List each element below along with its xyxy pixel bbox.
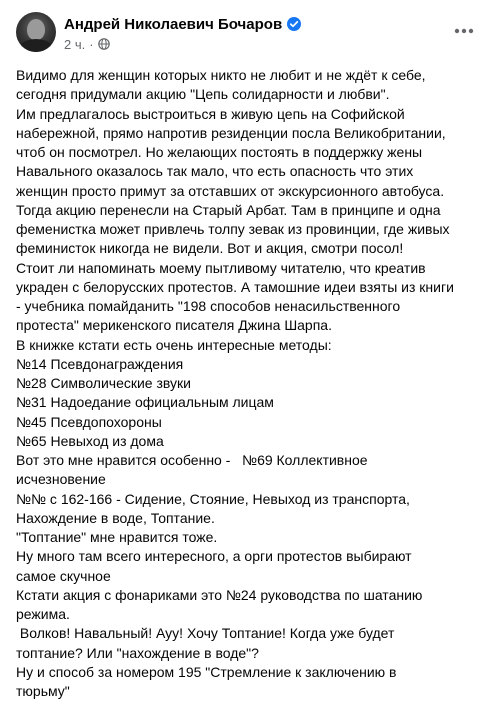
post-text-line: "Топтание" мне нравится тоже. <box>16 529 218 545</box>
post-text-line: Навального оказалось так мало, что есть опасность что этих <box>16 163 414 180</box>
post-text-line: протеста" мерикенского писателя Джина Шарпа. <box>16 317 332 334</box>
post-more-options-button[interactable] <box>449 18 479 42</box>
post-text-line: - учебника помайданить "198 способов ненасильственного <box>16 298 401 314</box>
post-text-line: Стоит ли напоминать моему пытливому читателю, что креатив <box>16 259 426 276</box>
post-text-line: исчезновение <box>16 471 106 488</box>
post-text-line: №14 Псевдонаграждения <box>16 355 184 372</box>
post-text-line: Тогда акцию перенесли на Старый Арбат. Там в принципе и одна <box>16 201 441 218</box>
post-text-line: №31 Надоедание официальным лицам <box>16 394 274 411</box>
post-meta <box>64 36 110 52</box>
post-text-line: Им предлагалось выстроиться в живую цепь на Софийской <box>16 105 405 122</box>
verified-badge-icon <box>287 17 301 31</box>
post-text-line: Нахождение в воде, Топтание. <box>16 509 215 526</box>
post-text <box>16 66 483 701</box>
author-name-link[interactable]: Андрей Николаевич Бочаров <box>64 15 283 33</box>
post-header <box>16 10 479 58</box>
post-text-line: топтание? Или "нахождение в воде"? <box>16 644 259 661</box>
more-horizontal-icon <box>454 21 474 39</box>
post-text-line: Видимо для женщин которых никто не любит и не ждёт к себе, <box>16 67 426 83</box>
avatar-shoulders <box>19 39 53 52</box>
post-text-line: №28 Символические звуки <box>16 375 191 391</box>
post-text-line: феминисток никогда не видели. Вот и акция, смотри посол! <box>16 240 404 257</box>
post-text-line: №№ с 162-166 - Сидение, Стояние, Невыход из транспорта, <box>16 490 410 507</box>
post-text-line: Волков! Навальный! Ауу! Хочу Топтание! Когда уже будет <box>16 625 395 642</box>
post-text-line: Вот это мне нравится особенно - №69 Коллективное <box>16 452 368 468</box>
post-timestamp-link[interactable]: 2 ч. <box>64 36 86 52</box>
post-text-line: набережной, прямо напротив резиденции посла Великобритании, <box>16 124 446 141</box>
avatar-face <box>27 19 45 40</box>
post-text-line: самое скучное <box>16 567 111 584</box>
author-avatar[interactable] <box>16 12 56 52</box>
post-text-line: феменистка может привлечь толпу зевак из провинции, где живых <box>16 221 450 237</box>
post-text-line: Ну много там всего интересного, а орги протестов выбирают <box>16 548 412 565</box>
post-text-line: Ну и способ за номером 195 "Стремление к заключению в <box>16 663 397 680</box>
post-text-line: сегодня придумали акцию "Цепь солидарности и любви". <box>16 86 390 103</box>
post-text-line: В книжке кстати есть очень интересные методы: <box>16 336 332 353</box>
post-text-line: №65 Невыход из дома <box>16 432 164 449</box>
globe-icon[interactable] <box>98 38 110 50</box>
post-text-line: Кстати акция с фонариками это №24 руководства по шатанию <box>16 586 423 603</box>
post-text-line: чтоб он посмотрел. Но желающих постоять в поддержку жены <box>16 144 423 160</box>
meta-separator: · <box>89 36 94 52</box>
post-text-line: украден с белорусских протестов. А тамошние идеи взяты из книги <box>16 278 454 295</box>
post-text-line: №45 Псевдопохороны <box>16 413 162 430</box>
author-line <box>64 14 301 34</box>
post-text-line: женщин просто примут за отставших от экскурсионного автобуса. <box>16 182 445 199</box>
post-text-line: тюрьму" <box>16 683 70 699</box>
post-text-line: режима. <box>16 606 70 622</box>
